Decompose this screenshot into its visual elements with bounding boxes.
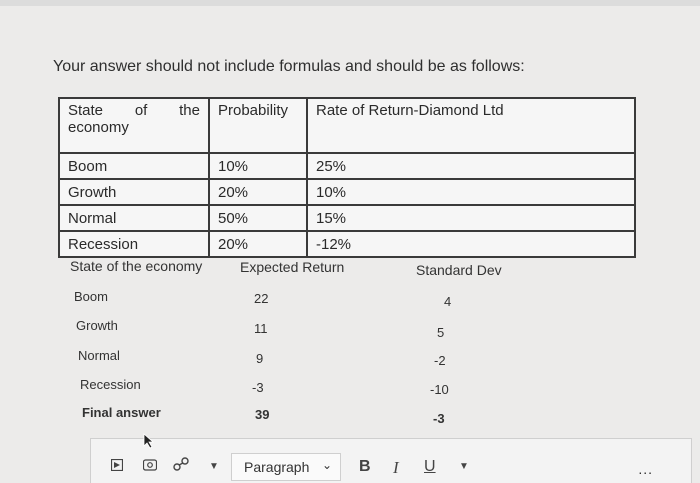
cell-state: Boom bbox=[59, 153, 209, 179]
instruction-text: Your answer should not include formulas and should be as follows: bbox=[53, 58, 525, 75]
chevron-down-icon: ⌄ bbox=[321, 458, 332, 472]
cell-probability: 20% bbox=[209, 179, 307, 205]
paragraph-style-label: Paragraph bbox=[244, 459, 310, 475]
results-stddev: 4 bbox=[444, 294, 452, 309]
cell-state: Recession bbox=[59, 231, 209, 257]
cell-probability: 50% bbox=[209, 205, 307, 231]
text-color-chevron-icon[interactable]: ▼ bbox=[459, 461, 469, 472]
results-state: Recession bbox=[80, 377, 141, 392]
more-options-icon[interactable]: ... bbox=[638, 461, 653, 477]
image-glyph bbox=[143, 459, 157, 471]
bold-button[interactable]: B bbox=[359, 458, 371, 475]
italic-button[interactable]: I bbox=[393, 458, 399, 477]
results-stddev: 5 bbox=[437, 325, 445, 340]
text-style-icon[interactable] bbox=[111, 458, 123, 474]
cell-state: Growth bbox=[59, 179, 209, 205]
results-state: Growth bbox=[76, 318, 118, 333]
results-expected: 9 bbox=[256, 351, 264, 366]
results-stddev: -10 bbox=[430, 382, 449, 397]
results-final-expected: 39 bbox=[255, 407, 270, 422]
results-expected: -3 bbox=[252, 380, 264, 395]
results-state: Boom bbox=[74, 289, 108, 304]
image-icon[interactable] bbox=[143, 458, 157, 474]
paragraph-style-select[interactable] bbox=[231, 453, 341, 481]
cell-rate: 10% bbox=[307, 179, 635, 205]
cell-state: Normal bbox=[59, 205, 209, 231]
results-expected: 11 bbox=[254, 321, 268, 336]
underline-button[interactable]: U bbox=[424, 458, 436, 475]
text-style-glyph bbox=[111, 459, 123, 471]
cell-probability: 20% bbox=[209, 231, 307, 257]
header-state-word: State bbox=[68, 102, 104, 119]
results-stddev: -2 bbox=[434, 353, 446, 368]
editor-toolbar bbox=[90, 438, 692, 483]
header-of-word: of bbox=[134, 102, 148, 119]
cell-rate: -12% bbox=[307, 231, 635, 257]
results-expected: 22 bbox=[254, 291, 269, 306]
cell-rate: 25% bbox=[307, 153, 635, 179]
results-final-stddev: -3 bbox=[433, 411, 445, 426]
insert-dropdown-chevron-icon[interactable]: ▼ bbox=[209, 461, 219, 472]
header-economy-word: economy bbox=[68, 119, 129, 136]
link-icon[interactable] bbox=[173, 457, 189, 474]
link-glyph bbox=[173, 457, 189, 471]
header-rate-of-return: Rate of Return-Diamond Ltd bbox=[307, 98, 635, 153]
results-header-stddev: Standard Dev bbox=[416, 262, 502, 278]
cell-rate: 15% bbox=[307, 205, 635, 231]
results-state: Normal bbox=[78, 348, 120, 363]
results-header-expected: Expected Return bbox=[240, 259, 345, 275]
results-header-state: State of the economy bbox=[70, 258, 203, 274]
results-final-answer-label: Final answer bbox=[82, 405, 161, 420]
header-probability: Probability bbox=[209, 98, 307, 153]
mouse-cursor-icon bbox=[143, 433, 155, 449]
header-the-word: the bbox=[179, 102, 200, 119]
cell-probability: 10% bbox=[209, 153, 307, 179]
